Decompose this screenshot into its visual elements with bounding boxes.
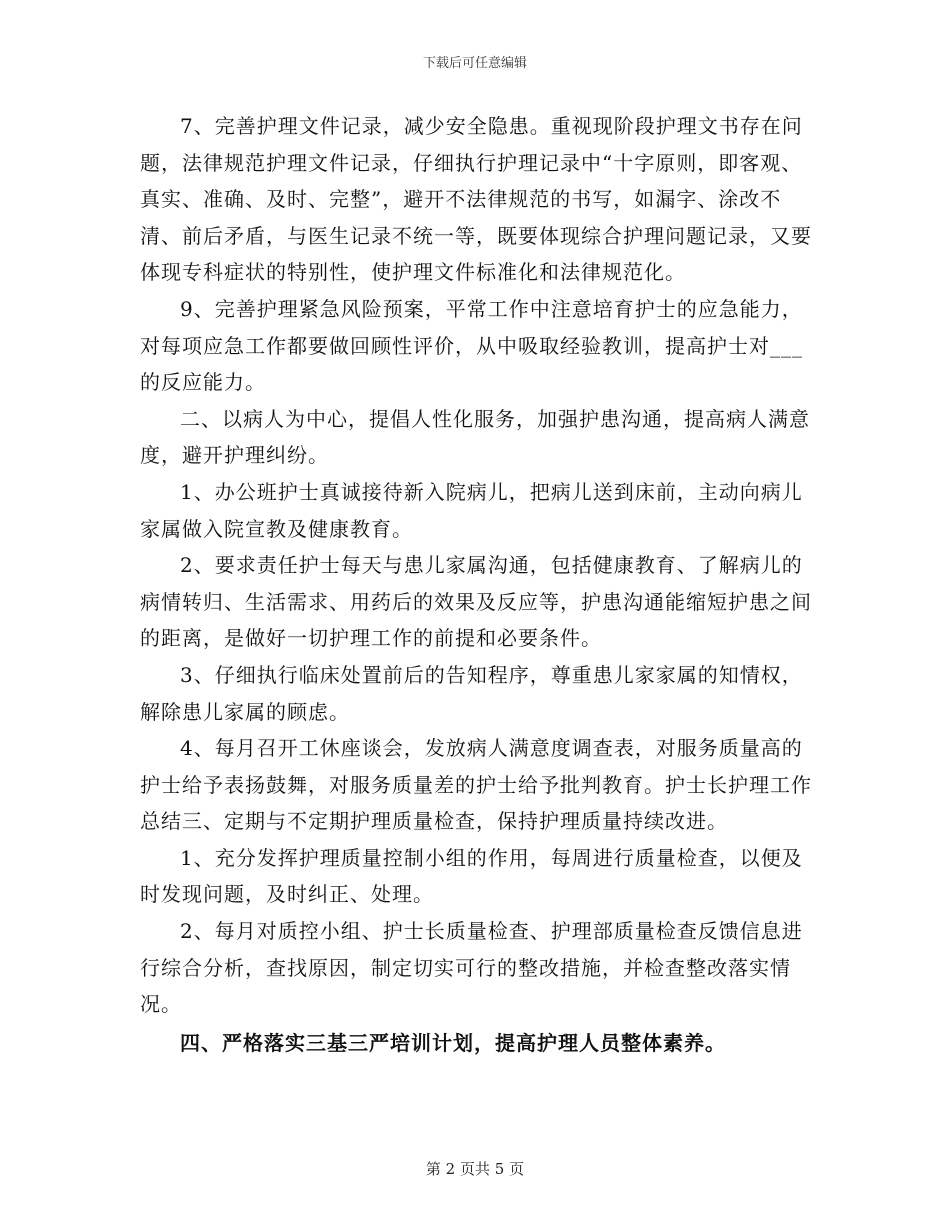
section-heading-patient-centered: 二、以病人为中心，提倡人性化服务，加强护患沟通，提高病人满意度，避开护理纠纷。 xyxy=(140,406,810,468)
page-header: 下载后可任意编辑 xyxy=(422,56,527,71)
paragraph-record-keeping: 7、完善护理文件记录，减少安全隐患。重视现阶段护理文书存在问题，法律规范护理文件记录，仔细执行护理记录中“十字原则，即客观、真实、准确、及时、完整”，避开不法律规范的书写，如漏字、涂改不清、前后矛盾，与医生记录不统一等，既要体现综合护理问题记录，又要体现专科症状的特别性，使护理文件标准化和法律规范化。 xyxy=(140,114,812,285)
paragraph-satisfaction: 4、每月召开工休座谈会，发放病人满意度调查表，对服务质量高的护士给予表扬鼓舞，对服务质量差的护士给予批判教育。护士长护理工作总结三、定期与不定期护理质量检查，保持护理质量持续改进。 xyxy=(140,736,812,834)
section-heading-training: 四、严格落实三基三严培训计划，提高护理人员整体素养。 xyxy=(180,1030,726,1055)
paragraph-quality-control: 1、充分发挥护理质量控制小组的作用，每周进行质量检查，以便及时发现问题，及时纠正、处理。 xyxy=(140,845,803,907)
paragraph-admission: 1、办公班护士真诚接待新入院病儿，把病儿送到床前，主动向病儿家属做入院宣教及健康教育。 xyxy=(140,479,803,541)
paragraph-notification: 3、仔细执行临床处置前后的告知程序，尊重患儿家家属的知情权，解除患儿家属的顾虑。 xyxy=(140,662,803,724)
page-footer: 第 2 页共 5 页 xyxy=(425,1160,525,1178)
paragraph-communication: 2、要求责任护士每天与患儿家属沟通，包括健康教育、了解病儿的病情转归、生活需求、用药后的效果及反应等，护患沟通能缩短护患之间的距离，是做好一切护理工作的前提和必要条件。 xyxy=(140,553,812,651)
document-body xyxy=(140,108,820,1061)
paragraph-feedback-analysis: 2、每月对质控小组、护士长质量检查、护理部质量检查反馈信息进行综合分析，查找原因，制定切实可行的整改措施，并检查整改落实情况。 xyxy=(140,919,803,1017)
paragraph-emergency-plan: 9、完善护理紧急风险预案，平常工作中注意培育护士的应急能力，对每项应急工作都要做回顾性评价，从中吸取经验教训，提高护士对___的反应能力。 xyxy=(140,296,803,395)
